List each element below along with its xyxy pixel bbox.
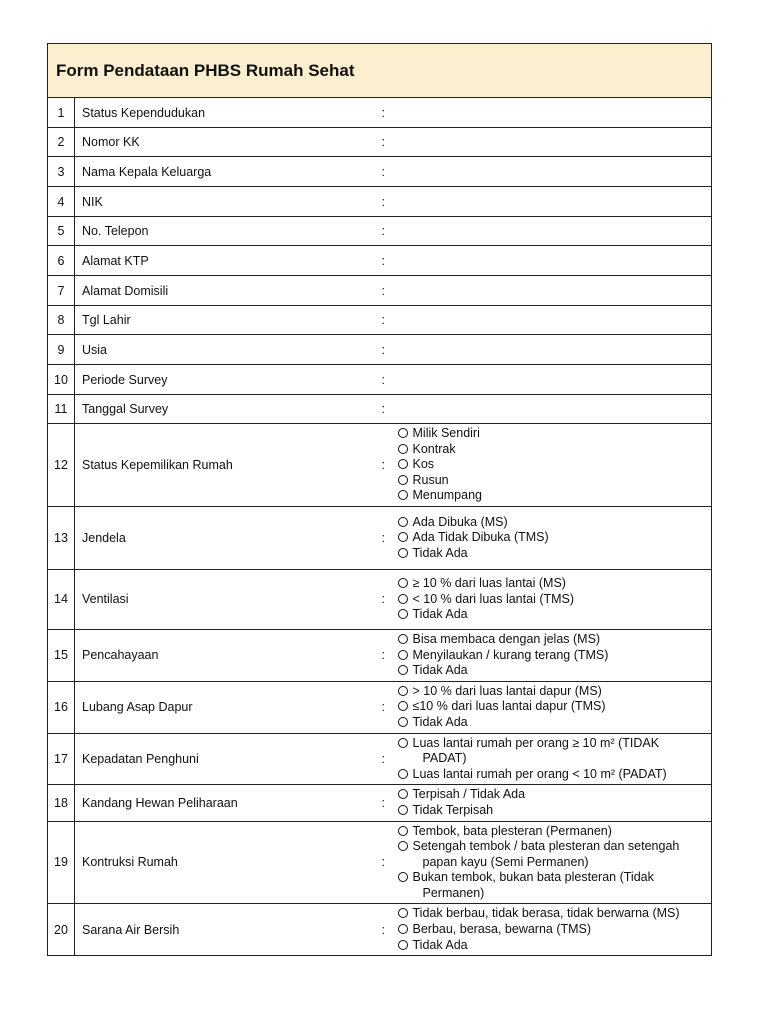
radio-circle-icon[interactable] [398,826,408,836]
radio-circle-icon[interactable] [398,940,408,950]
colon-separator: : [381,530,385,545]
radio-option[interactable] [398,457,712,473]
colon-separator: : [381,402,385,416]
radio-option-label: Luas lantai rumah per orang < 10 m² (PADAT) [412,766,667,781]
form-row [48,217,712,246]
form-row [48,733,712,785]
radio-option-label: Terpisah / Tidak Ada [412,787,526,802]
option-group [380,733,712,785]
radio-circle-icon[interactable] [398,686,408,696]
radio-option-label: Milik Sendiri [412,426,480,440]
field-label: Lubang Asap Dapur [75,681,380,733]
radio-option[interactable] [398,699,712,715]
field-label: NIK [75,187,380,217]
row-number: 1 [48,98,75,128]
row-number: 19 [48,821,75,904]
row-number: 6 [48,246,75,276]
radio-circle-icon[interactable] [398,908,408,918]
phbs-form-table [47,43,712,956]
radio-option[interactable] [398,787,712,803]
radio-option-label: Tidak Ada [412,714,468,729]
radio-circle-icon[interactable] [398,701,408,711]
row-number: 4 [48,187,75,217]
field-label: Nama Kepala Keluarga [75,157,380,187]
field-label: Kontruksi Rumah [75,821,380,904]
radio-option[interactable] [398,592,712,608]
radio-option-label: < 10 % dari luas lantai (TMS) [412,591,575,606]
colon-separator: : [381,855,385,870]
form-row [48,276,712,306]
field-value[interactable] [380,276,712,306]
field-label: Nomor KK [75,128,380,157]
row-number: 5 [48,217,75,246]
row-number: 3 [48,157,75,187]
radio-circle-icon[interactable] [398,444,408,454]
radio-option-label: Kos [412,457,435,472]
radio-option[interactable] [398,530,712,546]
option-group [380,821,712,904]
colon-separator: : [381,342,385,357]
field-label: Tanggal Survey [75,395,380,424]
row-number: 17 [48,733,75,785]
field-label: Pencahayaan [75,629,380,681]
radio-option[interactable] [398,648,712,664]
form-row [48,187,712,217]
form-row [48,506,712,569]
field-value[interactable] [380,98,712,128]
colon-separator: : [381,648,385,663]
option-group [380,424,712,507]
field-value[interactable] [380,306,712,335]
row-number: 14 [48,569,75,629]
radio-circle-icon[interactable] [398,634,408,644]
form-row [48,904,712,956]
colon-separator: : [381,283,385,298]
field-label: Usia [75,335,380,365]
form-rows [48,98,712,956]
colon-separator: : [381,105,385,120]
field-label: Status Kepemilikan Rumah [75,424,380,507]
radio-option-label: Menumpang [412,488,482,503]
row-number: 16 [48,681,75,733]
radio-option-label: Permanen) [422,885,485,900]
radio-option-label: Tidak Terpisah [412,802,494,817]
radio-circle-icon[interactable] [398,769,408,779]
radio-option[interactable] [398,663,712,679]
radio-option-label: Setengah tembok / bata plesteran dan setengah [412,839,680,854]
radio-circle-icon[interactable] [398,738,408,748]
radio-option[interactable] [398,473,712,489]
radio-option[interactable] [398,824,712,840]
form-row [48,629,712,681]
form-row [48,395,712,424]
radio-option[interactable] [398,938,712,954]
field-value[interactable] [380,217,712,246]
option-group [380,904,712,956]
radio-option-label: Tidak Ada [412,607,468,622]
radio-option-label: PADAT) [422,751,467,766]
field-value[interactable] [380,246,712,276]
radio-circle-icon[interactable] [398,841,408,851]
form-row [48,306,712,335]
form-row [48,246,712,276]
radio-option-label: Tidak Ada [412,937,468,952]
radio-option[interactable] [398,736,712,767]
radio-option-label: Ada Tidak Dibuka (TMS) [412,530,549,545]
form-row [48,424,712,507]
radio-option[interactable] [398,803,712,819]
radio-option-label: ≥ 10 % dari luas lantai (MS) [412,576,566,591]
radio-circle-icon[interactable] [398,532,408,542]
radio-option[interactable] [398,870,712,901]
colon-separator: : [381,922,385,937]
row-number: 13 [48,506,75,569]
radio-circle-icon[interactable] [398,872,408,882]
radio-circle-icon[interactable] [398,548,408,558]
radio-circle-icon[interactable] [398,459,408,469]
row-number: 15 [48,629,75,681]
colon-separator: : [381,135,385,149]
row-number: 8 [48,306,75,335]
row-number: 20 [48,904,75,956]
radio-option[interactable] [398,839,712,870]
form-row [48,157,712,187]
radio-circle-icon[interactable] [398,475,408,485]
radio-option[interactable] [398,767,712,783]
colon-separator: : [381,751,385,766]
radio-circle-icon[interactable] [398,428,408,438]
form-row [48,335,712,365]
row-number: 10 [48,365,75,395]
colon-separator: : [381,253,385,268]
option-group [380,629,712,681]
row-number: 18 [48,785,75,821]
radio-option[interactable] [398,715,712,731]
form-row [48,681,712,733]
row-number: 12 [48,424,75,507]
radio-option-label: ≤10 % dari luas lantai dapur (TMS) [412,699,606,714]
colon-separator: : [381,700,385,715]
field-label: Periode Survey [75,365,380,395]
form-row [48,128,712,157]
radio-option[interactable] [398,546,712,562]
colon-separator: : [381,372,385,387]
radio-option-label: Berbau, berasa, bewarna (TMS) [412,922,592,937]
radio-option-label: Tidak Ada [412,545,468,560]
form-row [48,821,712,904]
field-label: Tgl Lahir [75,306,380,335]
colon-separator: : [381,313,385,327]
row-number: 7 [48,276,75,306]
field-label: Kandang Hewan Peliharaan [75,785,380,821]
radio-option[interactable] [398,426,712,442]
radio-option[interactable] [398,607,712,623]
colon-separator: : [381,164,385,179]
option-group [380,785,712,821]
radio-option-label: Luas lantai rumah per orang ≥ 10 m² (TIDAK [412,735,660,750]
radio-circle-icon[interactable] [398,805,408,815]
radio-circle-icon[interactable] [398,650,408,660]
field-value[interactable] [380,335,712,365]
radio-circle-icon[interactable] [398,789,408,799]
radio-option-label: Ada Dibuka (MS) [412,514,508,529]
field-label: Alamat KTP [75,246,380,276]
row-number: 11 [48,395,75,424]
field-label: Sarana Air Bersih [75,904,380,956]
form-row [48,785,712,821]
colon-separator: : [381,795,385,810]
form-row [48,569,712,629]
radio-circle-icon[interactable] [398,665,408,675]
field-value[interactable] [380,187,712,217]
radio-option[interactable] [398,576,712,592]
radio-circle-icon[interactable] [398,594,408,604]
row-number: 9 [48,335,75,365]
field-value[interactable] [380,365,712,395]
radio-option[interactable] [398,515,712,531]
colon-separator: : [381,194,385,209]
radio-circle-icon[interactable] [398,609,408,619]
row-number: 2 [48,128,75,157]
field-label: Jendela [75,506,380,569]
field-label: No. Telepon [75,217,380,246]
radio-circle-icon[interactable] [398,924,408,934]
form-row [48,365,712,395]
radio-option-label: > 10 % dari luas lantai dapur (MS) [412,683,602,698]
radio-option[interactable] [398,632,712,648]
radio-option-label: Tidak Ada [412,663,468,678]
colon-separator: : [381,457,385,472]
field-label: Ventilasi [75,569,380,629]
form-title: Form Pendataan PHBS Rumah Sehat [48,44,712,98]
field-label: Status Kependudukan [75,98,380,128]
radio-option-label: Tidak berbau, tidak berasa, tidak berwarna (MS) [412,906,680,921]
radio-circle-icon[interactable] [398,578,408,588]
field-label: Kepadatan Penghuni [75,733,380,785]
radio-option-label: Bisa membaca dengan jelas (MS) [412,631,601,646]
radio-option-label: Rusun [412,472,449,487]
radio-circle-icon[interactable] [398,517,408,527]
field-value[interactable] [380,128,712,157]
option-group [380,569,712,629]
field-label: Alamat Domisili [75,276,380,306]
colon-separator: : [381,224,385,238]
radio-option[interactable] [398,488,712,504]
colon-separator: : [381,592,385,607]
radio-option[interactable] [398,922,712,938]
radio-option-label: Tembok, bata plesteran (Permanen) [412,823,612,838]
radio-option-label: Menyilaukan / kurang terang (TMS) [412,647,609,662]
radio-option-label: papan kayu (Semi Permanen) [422,854,589,869]
option-group [380,506,712,569]
field-value[interactable] [380,395,712,424]
field-value[interactable] [380,157,712,187]
radio-option-label: Kontrak [412,441,456,456]
form-row [48,98,712,128]
radio-option[interactable] [398,684,712,700]
option-group [380,681,712,733]
radio-option-label: Bukan tembok, bukan bata plesteran (Tidak [412,870,654,885]
radio-option[interactable] [398,442,712,458]
radio-circle-icon[interactable] [398,717,408,727]
radio-circle-icon[interactable] [398,490,408,500]
radio-option[interactable] [398,906,712,922]
